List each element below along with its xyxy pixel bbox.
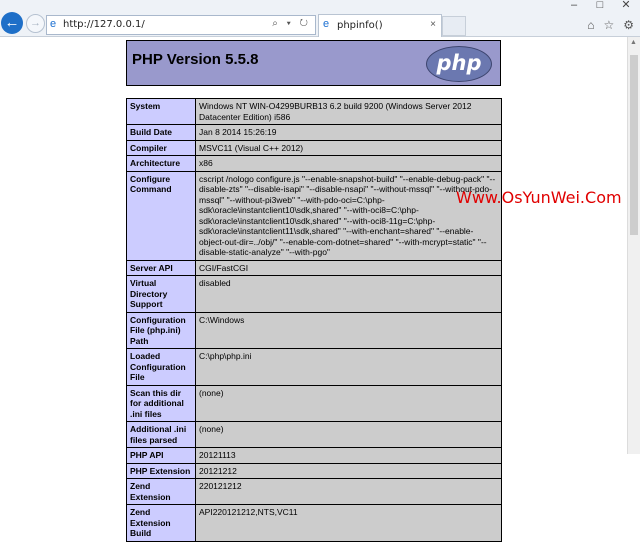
table-row xyxy=(127,260,502,276)
window-controls xyxy=(566,0,634,10)
row-value: (none) xyxy=(196,422,502,448)
table-row xyxy=(127,505,502,542)
forward-arrow-icon: → xyxy=(30,17,41,29)
row-value: C:\Windows xyxy=(196,312,502,349)
table-row xyxy=(127,99,502,125)
table-row xyxy=(127,156,502,172)
address-url[interactable]: http://127.0.0.1/ xyxy=(63,19,145,30)
table-row xyxy=(127,349,502,386)
row-value: C:\php\php.ini xyxy=(196,349,502,386)
back-button[interactable] xyxy=(1,12,23,34)
row-key: Scan this dir for additional .ini files xyxy=(127,385,196,422)
row-value: disabled xyxy=(196,276,502,313)
row-value: 20121113 xyxy=(196,448,502,464)
row-value: cscript /nologo configure.js "--enable-snapshot-build" "--enable-debug-pack" "--disable-zts" "--disable-isapi" "--disable-nsapi" "--without-mssql" "--without-pdo-mssql" "--without-pi3web" "--with-pdo-oci=C:\php-sdk\oracle\instantclient10\sdk,shared" "--with-oci8=C:\php-sdk\oracle\instantclient10\sdk,shared" "--with-oci8-11g=C:\php-sdk\oracle\instantclient11\sdk,shared" "--with-enchant=shared" "--enable-object-out-dir=../obj/" "--enable-com-dotnet=shared" "--with-mcrypt=static" "--disable-static-analyze" "--with-pgo" xyxy=(196,171,502,260)
star-icon[interactable]: ☆ xyxy=(603,18,615,32)
forward-button[interactable] xyxy=(26,14,45,33)
row-key: Additional .ini files parsed xyxy=(127,422,196,448)
row-key: Server API xyxy=(127,260,196,276)
address-controls[interactable]: ⌕ ▾ ↻ xyxy=(272,18,311,29)
page-title: PHP Version 5.5.8 xyxy=(132,51,259,68)
table-row xyxy=(127,422,502,448)
row-value: x86 xyxy=(196,156,502,172)
row-value: Windows NT WIN-O4299BURB13 6.2 build 9200 (Windows Server 2012 Datacenter Edition) i586 xyxy=(196,99,502,125)
row-key: Virtual Directory Support xyxy=(127,276,196,313)
gear-icon[interactable]: ⚙ xyxy=(623,18,634,32)
tab-title: phpinfo() xyxy=(337,20,383,31)
phpinfo-table xyxy=(126,98,502,542)
tab-phpinfo[interactable] xyxy=(318,14,442,37)
watermark: Www.OsYunWei.Com xyxy=(456,188,622,207)
row-key: Zend Extension Build xyxy=(127,505,196,542)
minimize-icon[interactable]: – xyxy=(570,0,578,11)
row-value: CGI/FastCGI xyxy=(196,260,502,276)
browser-toolbar xyxy=(587,18,634,32)
scrollbar-thumb[interactable] xyxy=(630,55,638,235)
table-row xyxy=(127,479,502,505)
row-key: System xyxy=(127,99,196,125)
close-window-icon[interactable]: ✕ xyxy=(621,0,631,11)
maximize-icon[interactable]: □ xyxy=(596,0,604,11)
home-icon[interactable]: ⌂ xyxy=(587,18,595,32)
row-value: 220121212 xyxy=(196,479,502,505)
new-tab-button[interactable] xyxy=(442,16,466,36)
table-row xyxy=(127,463,502,479)
vertical-scrollbar[interactable] xyxy=(627,37,640,454)
row-key: Architecture xyxy=(127,156,196,172)
tab-close-icon[interactable]: × xyxy=(430,19,436,30)
table-row xyxy=(127,125,502,141)
scroll-up-icon[interactable]: ▲ xyxy=(630,39,637,46)
table-row xyxy=(127,312,502,349)
table-row xyxy=(127,448,502,464)
row-key: PHP Extension xyxy=(127,463,196,479)
php-version-header xyxy=(126,40,501,86)
row-key: Loaded Configuration File xyxy=(127,349,196,386)
php-logo-text: php xyxy=(436,51,482,75)
page-content xyxy=(0,37,627,538)
row-value: 20121212 xyxy=(196,463,502,479)
row-key: Compiler xyxy=(127,140,196,156)
row-key: Build Date xyxy=(127,125,196,141)
row-value: MSVC11 (Visual C++ 2012) xyxy=(196,140,502,156)
table-row xyxy=(127,385,502,422)
address-bar[interactable] xyxy=(46,15,316,35)
ie-page-icon: e xyxy=(50,18,57,30)
back-arrow-icon: ← xyxy=(4,14,20,31)
table-row xyxy=(127,276,502,313)
ie-tab-icon: e xyxy=(323,18,330,30)
table-row xyxy=(127,171,502,260)
table-row xyxy=(127,140,502,156)
php-logo xyxy=(426,46,492,82)
browser-chrome xyxy=(0,0,640,37)
row-key: Configure Command xyxy=(127,171,196,260)
row-key: Zend Extension xyxy=(127,479,196,505)
row-key: PHP API xyxy=(127,448,196,464)
row-value: API220121212,NTS,VC11 xyxy=(196,505,502,542)
row-value: Jan 8 2014 15:26:19 xyxy=(196,125,502,141)
row-key: Configuration File (php.ini) Path xyxy=(127,312,196,349)
row-value: (none) xyxy=(196,385,502,422)
